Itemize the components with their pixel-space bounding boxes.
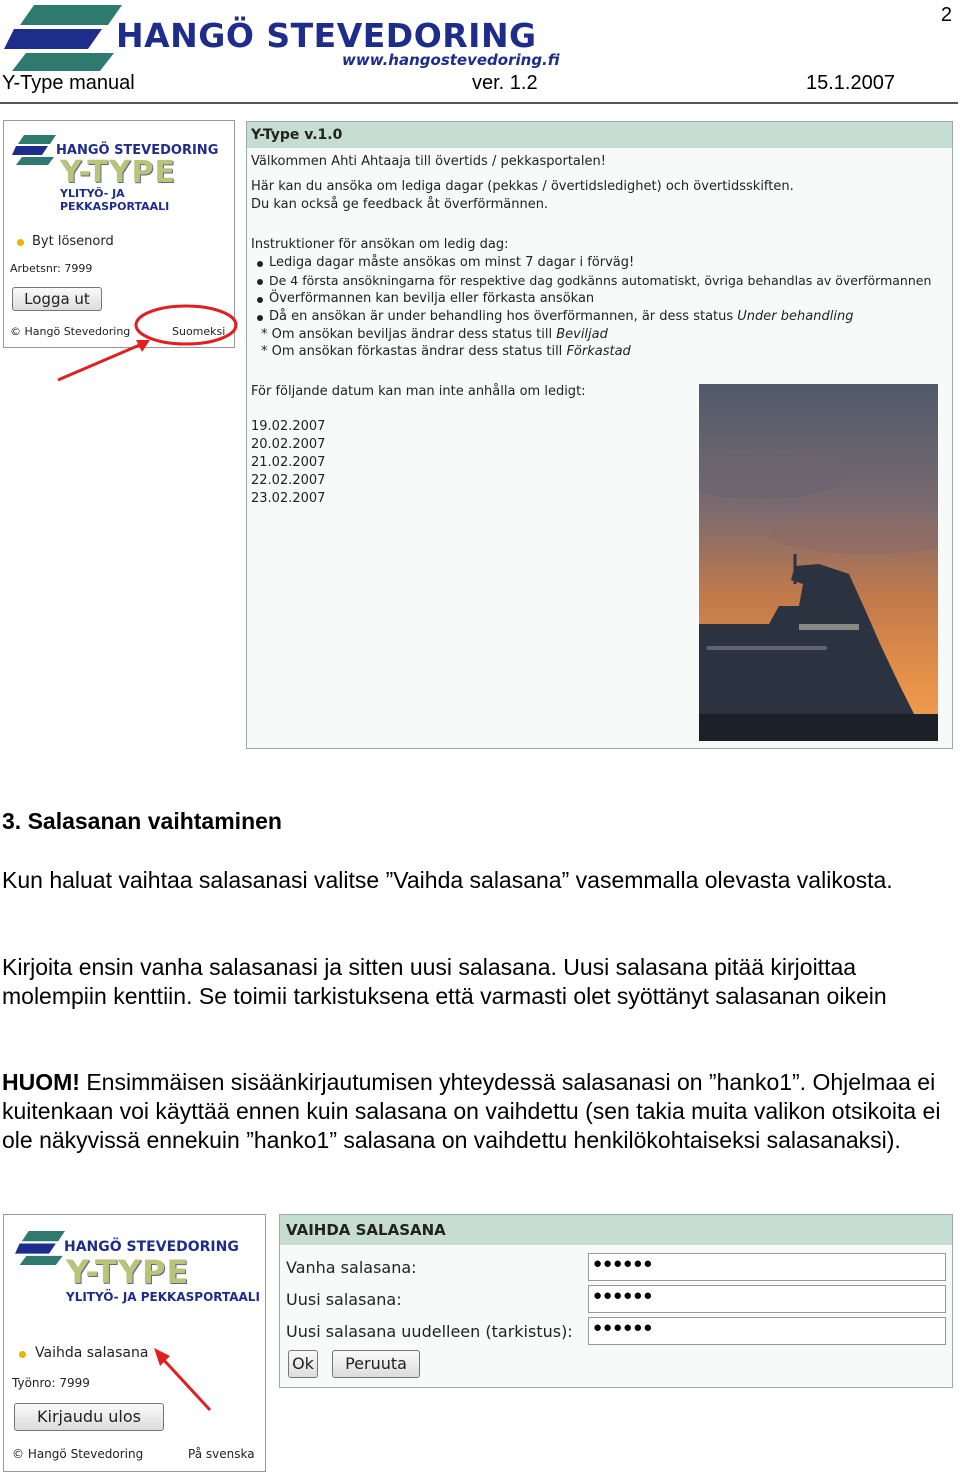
menu-bullet-icon [17,239,24,246]
new-password-field[interactable] [588,1285,946,1313]
instruction-item: Lediga dagar måste ansökas om minst 7 dagar i förväg! [269,255,635,270]
blocked-date: 21.02.2007 [251,455,326,470]
company-logo-icon [4,3,124,71]
form-title: VAIHDA SALASANA [280,1215,952,1245]
new-password-label: Uusi salasana: [286,1290,402,1309]
instruction-item [269,309,853,324]
status-under-review: Under behandling [737,309,854,324]
header-divider [0,102,958,104]
doc-title: Y-Type manual [2,72,135,94]
annotation-arrow-icon [150,1342,220,1416]
change-password-form [279,1214,953,1388]
intro-line-2: Du kan också ge feedback åt överförmännen. [251,197,549,212]
product-logo: Y-TYPE [60,155,177,190]
list-bullet-icon [257,279,263,285]
status-approved: Beviljad [556,327,608,342]
logout-button[interactable]: Logga ut [12,287,102,311]
sidebar-item-change-password[interactable]: Byt lösenord [32,234,114,249]
old-password-label: Vanha salasana: [286,1258,417,1277]
list-bullet-icon [257,297,263,303]
company-url: www.hangostevedoring.fi [342,51,560,69]
panel-title: Y-Type v.1.0 [247,122,952,148]
instruction-item: Överförmannen kan bevilja eller förkasta ansökan [269,291,595,306]
employee-number: Arbetsnr: 7999 [10,262,93,275]
sidebar-item-change-password[interactable]: Vaihda salasana [35,1345,149,1361]
ship-photo [699,384,938,741]
sidebar-brand: HANGÖ STEVEDORING [64,1239,239,1255]
portal-name: YLITYÖ- JA PEKKASPORTAALI [66,1290,260,1304]
menu-bullet-icon [19,1351,26,1358]
employee-number: Työnro: 7999 [12,1376,90,1390]
instruction-item: De 4 första ansökningarna för respektive dag godkänns automatiskt, övriga behandlas av överförmannen [269,273,932,288]
ok-button[interactable]: Ok [288,1350,318,1378]
note-text: Ensimmäisen sisäänkirjautumisen yhteydessä salasanasi on ”hanko1”. Ohjelmaa ei kuitenkaan voi käyttää ennen kuin salasana on vaihdettu (sen takia muita valikon otsikoita ei ole näkyvissä ennekuin ”hanko1” salasana on vaihdettu henkilökohtaiseksi salasanaksi). [2,1069,941,1153]
masked-value: ●●●●●● [593,1255,654,1272]
doc-date: 15.1.2007 [806,72,895,94]
sidebar-brand: HANGÖ STEVEDORING [56,143,219,158]
list-bullet-icon [257,315,263,321]
copyright: © Hangö Stevedoring [10,325,131,338]
blocked-date: 23.02.2007 [251,491,326,506]
masked-value: ●●●●●● [593,1287,654,1304]
status-rejected: Förkastad [566,344,631,359]
paragraph-3 [2,1068,952,1155]
old-password-field[interactable] [588,1253,946,1281]
language-link[interactable]: Suomeksi [172,325,226,338]
note-label: HUOM! [2,1069,80,1095]
blocked-dates-title: För följande datum kan man inte anhålla om ledigt: [251,384,586,399]
logo-icon [14,1231,66,1265]
blocked-date: 20.02.2007 [251,437,326,452]
page-number: 2 [940,4,952,26]
language-link[interactable]: På svenska [188,1447,255,1461]
paragraph-2: Kirjoita ensin vanha salasanasi ja sitten uusi salasana. Uusi salasana pitää kirjoittaa molempiin kenttiin. Se toimii tarkistuksena että varmasti olet syöttänyt salasanan oikein [2,954,887,1009]
doc-version: ver. 1.2 [472,72,538,94]
cancel-button[interactable]: Peruuta [332,1350,420,1378]
instruction-text: Då en ansökan är under behandling hos överförmannen, är dess status [269,309,738,324]
screenshot2-sidebar [3,1214,266,1472]
company-name: HANGÖ STEVEDORING [116,16,537,55]
confirm-password-field[interactable] [588,1317,946,1345]
status-note-text: * Om ansökan förkastas ändrar dess status till [261,344,567,359]
welcome-text: Välkommen Ahti Ahtaaja till övertids / pekkasportalen! [251,154,606,169]
instructions-title: Instruktioner för ansökan om ledig dag: [251,237,509,252]
section-heading: 3. Salasanan vaihtaminen [2,808,282,834]
portal-name: YLITYÖ- JA PEKKASPORTAALI [60,187,170,213]
confirm-password-label: Uusi salasana uudelleen (tarkistus): [286,1322,573,1341]
masked-value: ●●●●●● [593,1319,654,1336]
paragraph-1: Kun haluat vaihtaa salasanasi valitse ”Vaihda salasana” vasemmalla olevasta valikosta. [2,867,893,893]
status-note [261,327,608,342]
blocked-date: 22.02.2007 [251,473,326,488]
status-note [261,344,631,359]
list-bullet-icon [257,261,263,267]
product-logo: Y-TYPE [66,1253,190,1291]
screenshot1-main [246,121,953,749]
blocked-date: 19.02.2007 [251,419,326,434]
logo-icon [12,135,56,165]
copyright: © Hangö Stevedoring [12,1447,144,1461]
logout-button[interactable]: Kirjaudu ulos [14,1403,164,1431]
intro-line-1: Här kan du ansöka om lediga dagar (pekkas / övertidsledighet) och övertidsskiften. [251,179,794,194]
status-note-text: * Om ansökan beviljas ändrar dess status till [261,327,557,342]
annotation-arrow-icon [50,300,240,390]
